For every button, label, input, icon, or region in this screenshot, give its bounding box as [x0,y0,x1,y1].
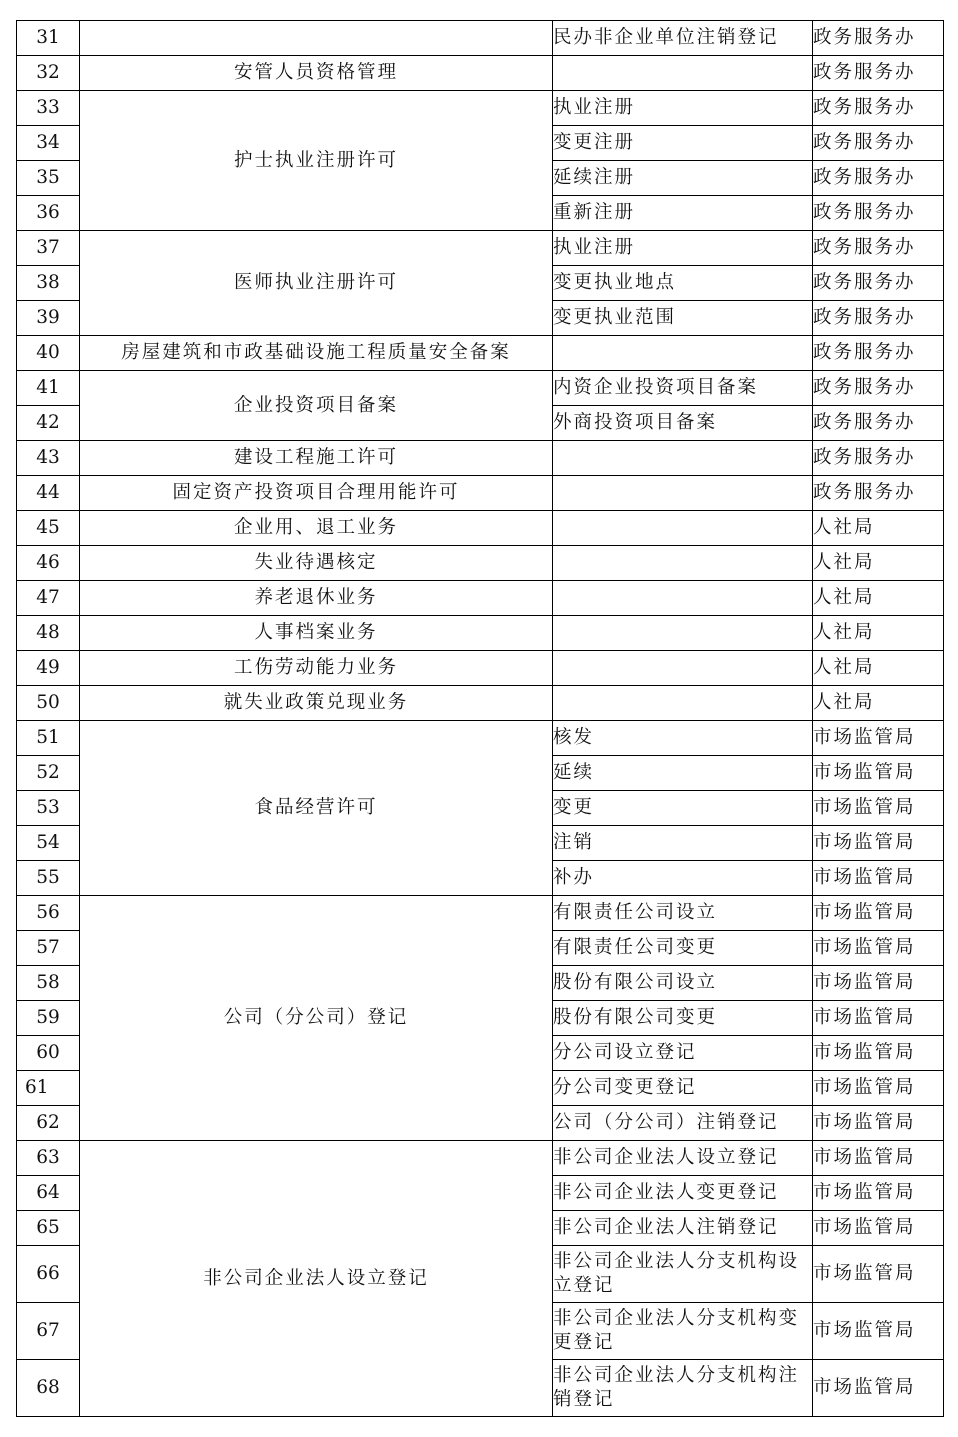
sub-item: 非公司企业法人注销登记 [553,1211,813,1246]
department: 市场监管局 [813,1106,944,1141]
row-number: 37 [17,231,80,266]
table-row [17,721,944,756]
sub-item: 补办 [553,861,813,896]
sub-item [553,546,813,581]
sub-item [553,56,813,91]
item-name: 食品经营许可 [80,721,553,896]
department: 人社局 [813,546,944,581]
department: 政务服务办 [813,196,944,231]
table-row [17,686,944,721]
sub-item [553,581,813,616]
department: 政务服务办 [813,231,944,266]
department: 市场监管局 [813,966,944,1001]
row-number: 57 [17,931,80,966]
table-row [17,1141,944,1176]
item-name: 养老退休业务 [80,581,553,616]
department: 政务服务办 [813,266,944,301]
table-row [17,546,944,581]
item-name: 安管人员资格管理 [80,56,553,91]
sub-item [553,476,813,511]
row-number: 50 [17,686,80,721]
sub-item: 公司（分公司）注销登记 [553,1106,813,1141]
department: 市场监管局 [813,1071,944,1106]
department: 政务服务办 [813,406,944,441]
row-number: 39 [17,301,80,336]
sub-item: 执业注册 [553,231,813,266]
sub-item [553,686,813,721]
table-row [17,616,944,651]
sub-item: 分公司设立登记 [553,1036,813,1071]
sub-item: 内资企业投资项目备案 [553,371,813,406]
department: 市场监管局 [813,791,944,826]
table-row [17,896,944,931]
sub-item: 非公司企业法人设立登记 [553,1141,813,1176]
sub-item: 重新注册 [553,196,813,231]
row-number: 43 [17,441,80,476]
sub-item [553,336,813,371]
service-items-table [16,20,944,1417]
sub-item: 延续注册 [553,161,813,196]
table-row [17,371,944,406]
row-number: 68 [17,1360,80,1417]
row-number: 44 [17,476,80,511]
row-number: 53 [17,791,80,826]
sub-item: 延续 [553,756,813,791]
row-number: 59 [17,1001,80,1036]
table-row [17,336,944,371]
department: 市场监管局 [813,931,944,966]
table-row [17,511,944,546]
row-number: 41 [17,371,80,406]
item-name: 护士执业注册许可 [80,91,553,231]
department: 市场监管局 [813,1360,944,1417]
row-number: 63 [17,1141,80,1176]
table-row [17,231,944,266]
department: 人社局 [813,651,944,686]
item-name: 失业待遇核定 [80,546,553,581]
row-number: 35 [17,161,80,196]
row-number: 62 [17,1106,80,1141]
sub-item: 有限责任公司变更 [553,931,813,966]
sub-item: 有限责任公司设立 [553,896,813,931]
department: 政务服务办 [813,56,944,91]
department: 人社局 [813,686,944,721]
item-name: 企业投资项目备案 [80,371,553,441]
sub-item: 变更注册 [553,126,813,161]
department: 市场监管局 [813,721,944,756]
department: 市场监管局 [813,1001,944,1036]
department: 市场监管局 [813,1141,944,1176]
department: 政务服务办 [813,336,944,371]
row-number: 32 [17,56,80,91]
row-number: 45 [17,511,80,546]
department: 人社局 [813,581,944,616]
sub-item: 民办非企业单位注销登记 [553,21,813,56]
row-number: 56 [17,896,80,931]
row-number: 55 [17,861,80,896]
row-number: 47 [17,581,80,616]
row-number: 46 [17,546,80,581]
sub-item: 非公司企业法人分支机构变更登记 [553,1303,813,1360]
sub-item: 变更 [553,791,813,826]
row-number: 58 [17,966,80,1001]
department: 政务服务办 [813,126,944,161]
department: 政务服务办 [813,91,944,126]
item-name: 公司（分公司）登记 [80,896,553,1141]
row-number: 67 [17,1303,80,1360]
row-number: 51 [17,721,80,756]
department: 政务服务办 [813,161,944,196]
item-name: 建设工程施工许可 [80,441,553,476]
item-name: 就失业政策兑现业务 [80,686,553,721]
sub-item [553,511,813,546]
department: 人社局 [813,616,944,651]
sub-item: 非公司企业法人变更登记 [553,1176,813,1211]
table-row [17,476,944,511]
row-number: 66 [17,1246,80,1303]
department: 政务服务办 [813,301,944,336]
item-name: 房屋建筑和市政基础设施工程质量安全备案 [80,336,553,371]
item-name: 工伤劳动能力业务 [80,651,553,686]
table-row [17,651,944,686]
row-number: 52 [17,756,80,791]
sub-item [553,616,813,651]
row-number: 42 [17,406,80,441]
row-number: 60 [17,1036,80,1071]
department: 市场监管局 [813,1036,944,1071]
item-name [80,21,553,56]
item-name: 企业用、退工业务 [80,511,553,546]
department: 政务服务办 [813,371,944,406]
department: 市场监管局 [813,896,944,931]
sub-item: 变更执业范围 [553,301,813,336]
sub-item: 股份有限公司设立 [553,966,813,1001]
item-name: 固定资产投资项目合理用能许可 [80,476,553,511]
department: 政务服务办 [813,476,944,511]
sub-item: 变更执业地点 [553,266,813,301]
sub-item [553,651,813,686]
department: 人社局 [813,511,944,546]
department: 市场监管局 [813,1211,944,1246]
row-number: 40 [17,336,80,371]
department: 政务服务办 [813,441,944,476]
row-number: 38 [17,266,80,301]
table-row [17,441,944,476]
sub-item: 外商投资项目备案 [553,406,813,441]
row-number: 49 [17,651,80,686]
row-number: 65 [17,1211,80,1246]
department: 市场监管局 [813,1303,944,1360]
department: 政务服务办 [813,21,944,56]
row-number: 34 [17,126,80,161]
sub-item: 非公司企业法人分支机构设立登记 [553,1246,813,1303]
department: 市场监管局 [813,861,944,896]
row-number: 64 [17,1176,80,1211]
row-number: 33 [17,91,80,126]
sub-item: 执业注册 [553,91,813,126]
item-name: 医师执业注册许可 [80,231,553,336]
table-row [17,581,944,616]
department: 市场监管局 [813,756,944,791]
row-number: 48 [17,616,80,651]
table-row [17,91,944,126]
row-number: 31 [17,21,80,56]
sub-item: 股份有限公司变更 [553,1001,813,1036]
row-number: 61 [17,1071,80,1106]
item-name: 人事档案业务 [80,616,553,651]
sub-item: 注销 [553,826,813,861]
sub-item: 核发 [553,721,813,756]
row-number: 36 [17,196,80,231]
department: 市场监管局 [813,826,944,861]
sub-item: 非公司企业法人分支机构注销登记 [553,1360,813,1417]
item-name: 非公司企业法人设立登记 [80,1141,553,1417]
sub-item [553,441,813,476]
department: 市场监管局 [813,1246,944,1303]
department: 市场监管局 [813,1176,944,1211]
table-row [17,56,944,91]
row-number: 54 [17,826,80,861]
sub-item: 分公司变更登记 [553,1071,813,1106]
table-row [17,21,944,56]
